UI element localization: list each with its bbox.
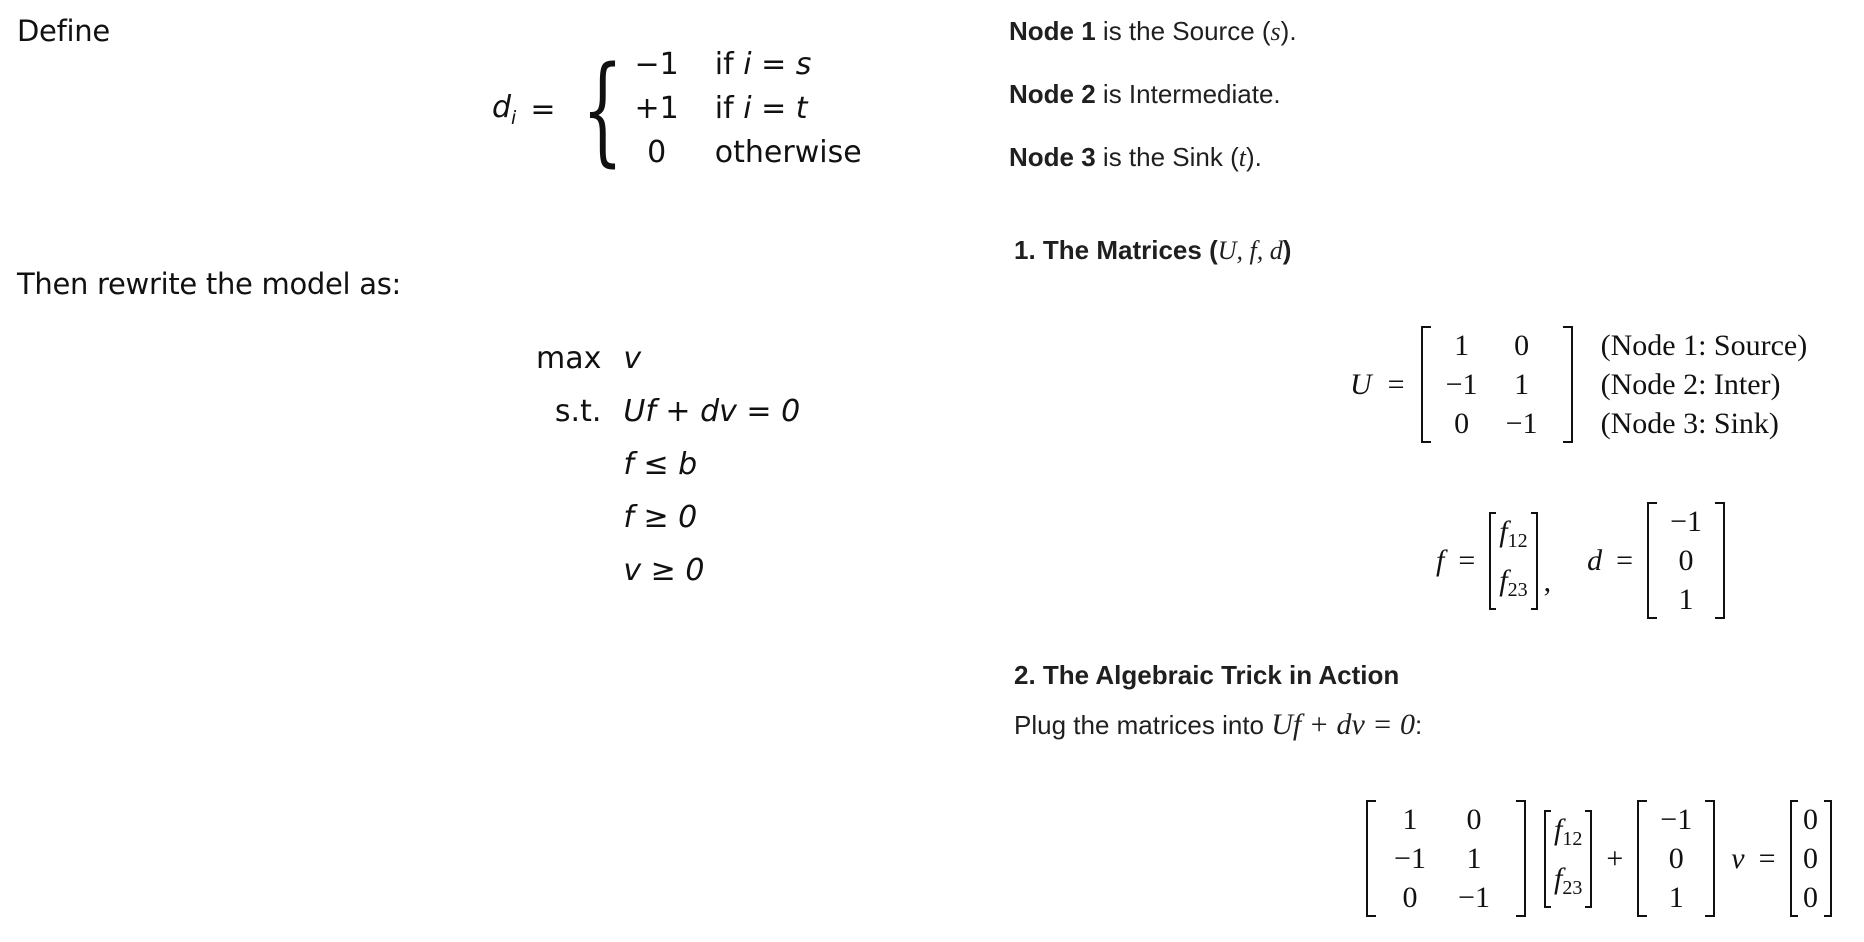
note-node-1: (Node 1: Source): [1600, 329, 1808, 362]
piecewise-lhs: [492, 90, 516, 129]
case-expr: i = s: [743, 47, 812, 82]
node-3-tail: ).: [1245, 142, 1262, 172]
section-2-title: 2. The Algebraic Trick in Action: [1014, 660, 1400, 690]
subscript: 23: [1562, 876, 1583, 899]
node-1-line: [1009, 16, 1297, 47]
case-if: if: [714, 47, 734, 82]
vector-cell: −1: [1670, 505, 1702, 538]
vector-cell: 0: [1668, 842, 1684, 875]
rewrite-label: Then rewrite the model as:: [17, 267, 401, 301]
vector-cell: [1554, 859, 1582, 908]
equals-sign: =: [1387, 367, 1405, 401]
u-matrix-body: [1431, 326, 1563, 443]
vector-cell: [1499, 561, 1527, 610]
var: f: [1499, 514, 1508, 548]
constraint-flow: Uf + dv = 0: [623, 394, 801, 429]
subscript: 12: [1507, 529, 1528, 552]
case-value: −1: [634, 47, 679, 82]
left-bracket-icon: [1421, 326, 1431, 443]
f-d-definition: [1436, 502, 1725, 619]
u-label: U: [1350, 367, 1372, 401]
right-bracket-icon: [1585, 810, 1592, 908]
piecewise-definition: [492, 40, 862, 178]
equals-sign: =: [530, 91, 556, 127]
equals-sign: =: [1758, 841, 1776, 875]
node-1-text: is the Source (: [1095, 16, 1271, 46]
f-vector-body: [1551, 810, 1585, 908]
case-value: +1: [634, 91, 679, 126]
zero-vector-body: [1798, 800, 1824, 917]
left-brace-icon: {: [582, 40, 624, 178]
vector-cell: −1: [1660, 803, 1693, 836]
node-2-text: is Intermediate.: [1095, 79, 1281, 109]
u-matrix-body: [1376, 800, 1516, 917]
subscript: 23: [1507, 578, 1528, 601]
lp-model: [536, 332, 800, 597]
left-bracket-icon: [1489, 512, 1496, 610]
left-bracket-icon: [1366, 800, 1376, 917]
matrix-cell: −1: [1394, 842, 1426, 875]
equals-sign: =: [1616, 543, 1634, 577]
case-value: 0: [647, 135, 667, 170]
matrix-cell: −1: [1458, 881, 1490, 914]
matrix-cell: 1: [1514, 368, 1530, 401]
st-label: s.t.: [554, 394, 602, 429]
d-vector-body: [1647, 800, 1705, 917]
vector-cell: [1554, 810, 1582, 859]
node-3-line: [1009, 142, 1262, 173]
right-bracket-icon: [1715, 502, 1725, 619]
constraint-nonneg-f: f ≥ 0: [623, 500, 698, 535]
u-matrix: [1366, 800, 1526, 917]
node-1-math: s: [1270, 17, 1281, 46]
f-vector-body: [1496, 512, 1530, 610]
section-1-title-text: 1. The Matrices (: [1014, 235, 1218, 265]
define-label: Define: [17, 14, 110, 48]
matrix-cell: 0: [1466, 803, 1482, 836]
vector-cell: 0: [1803, 803, 1819, 836]
v-label: v: [1731, 841, 1745, 875]
node-2-line: [1009, 79, 1281, 110]
f-vector: [1544, 810, 1592, 908]
vector-cell: [1499, 512, 1527, 561]
zero-vector: [1790, 800, 1832, 917]
matrix-cell: 1: [1402, 803, 1418, 836]
left-bracket-icon: [1790, 800, 1798, 917]
matrix-cell: −1: [1505, 407, 1538, 440]
matrix-cell: 0: [1514, 329, 1530, 362]
d-vector: [1637, 800, 1715, 917]
node-3-text: is the Sink (: [1095, 142, 1239, 172]
section-2-intro: [1014, 708, 1422, 742]
right-bracket-icon: [1824, 800, 1832, 917]
case-if: if: [714, 91, 734, 126]
left-bracket-icon: [1637, 800, 1647, 917]
matrix-cell: 1: [1454, 329, 1470, 362]
vector-cell: 0: [1803, 842, 1819, 875]
comma: ,: [1543, 565, 1552, 598]
matrix-equation: [1366, 800, 1832, 917]
d-vector-body: [1657, 502, 1715, 619]
constraint-nonneg-v: v ≥ 0: [623, 553, 705, 588]
subscript: 12: [1562, 827, 1583, 850]
left-bracket-icon: [1647, 502, 1657, 619]
lhs-subscript: i: [511, 106, 517, 129]
section-1-title: [1014, 235, 1291, 266]
right-bracket-icon: [1705, 800, 1715, 917]
node-1-label: Node 1: [1009, 16, 1096, 46]
d-vector: [1647, 502, 1725, 619]
max-label: max: [536, 341, 602, 376]
constraint-capacity: f ≤ b: [623, 447, 698, 482]
section-1-title-math: U, f, d: [1217, 236, 1283, 265]
u-matrix-notes: [1601, 326, 1808, 443]
u-matrix: [1421, 326, 1573, 443]
node-3-label: Node 3: [1009, 142, 1096, 172]
f-label: f: [1436, 543, 1445, 577]
vector-cell: 1: [1678, 583, 1694, 616]
left-bracket-icon: [1544, 810, 1551, 908]
node-2-label: Node 2: [1009, 79, 1096, 109]
lhs-var: d: [492, 89, 512, 125]
case-condition: [715, 88, 862, 130]
d-label: d: [1587, 543, 1603, 577]
vector-cell: 1: [1668, 881, 1684, 914]
section-1-title-tail: ): [1282, 235, 1292, 265]
vector-cell: 0: [1803, 881, 1819, 914]
plus-sign: +: [1606, 841, 1624, 875]
matrix-cell: 0: [1454, 407, 1470, 440]
matrix-cell: −1: [1445, 368, 1478, 401]
intro-math: Uf + dv = 0: [1271, 708, 1416, 741]
matrix-cell: 1: [1466, 842, 1482, 875]
matrix-cell: 0: [1402, 881, 1418, 914]
intro-tail: :: [1415, 710, 1423, 740]
var: f: [1554, 861, 1563, 895]
var: f: [1554, 812, 1563, 846]
intro-text: Plug the matrices into: [1014, 710, 1272, 740]
node-1-tail: ).: [1280, 16, 1297, 46]
vector-cell: 0: [1678, 544, 1694, 577]
note-node-3: (Node 3: Sink): [1600, 407, 1779, 440]
node-3-math: t: [1238, 143, 1246, 172]
note-node-2: (Node 2: Inter): [1600, 368, 1781, 401]
case-expr: i = t: [743, 91, 808, 126]
f-vector: [1489, 512, 1537, 610]
case-condition: [715, 44, 862, 86]
equals-sign: =: [1458, 543, 1476, 577]
piecewise-cases: [635, 44, 862, 174]
objective: v: [623, 341, 642, 376]
right-bracket-icon: [1531, 512, 1538, 610]
right-bracket-icon: [1563, 326, 1573, 443]
u-matrix-equation: [1350, 326, 1807, 443]
case-otherwise: otherwise: [714, 135, 862, 170]
right-bracket-icon: [1516, 800, 1526, 917]
var: f: [1499, 563, 1508, 597]
